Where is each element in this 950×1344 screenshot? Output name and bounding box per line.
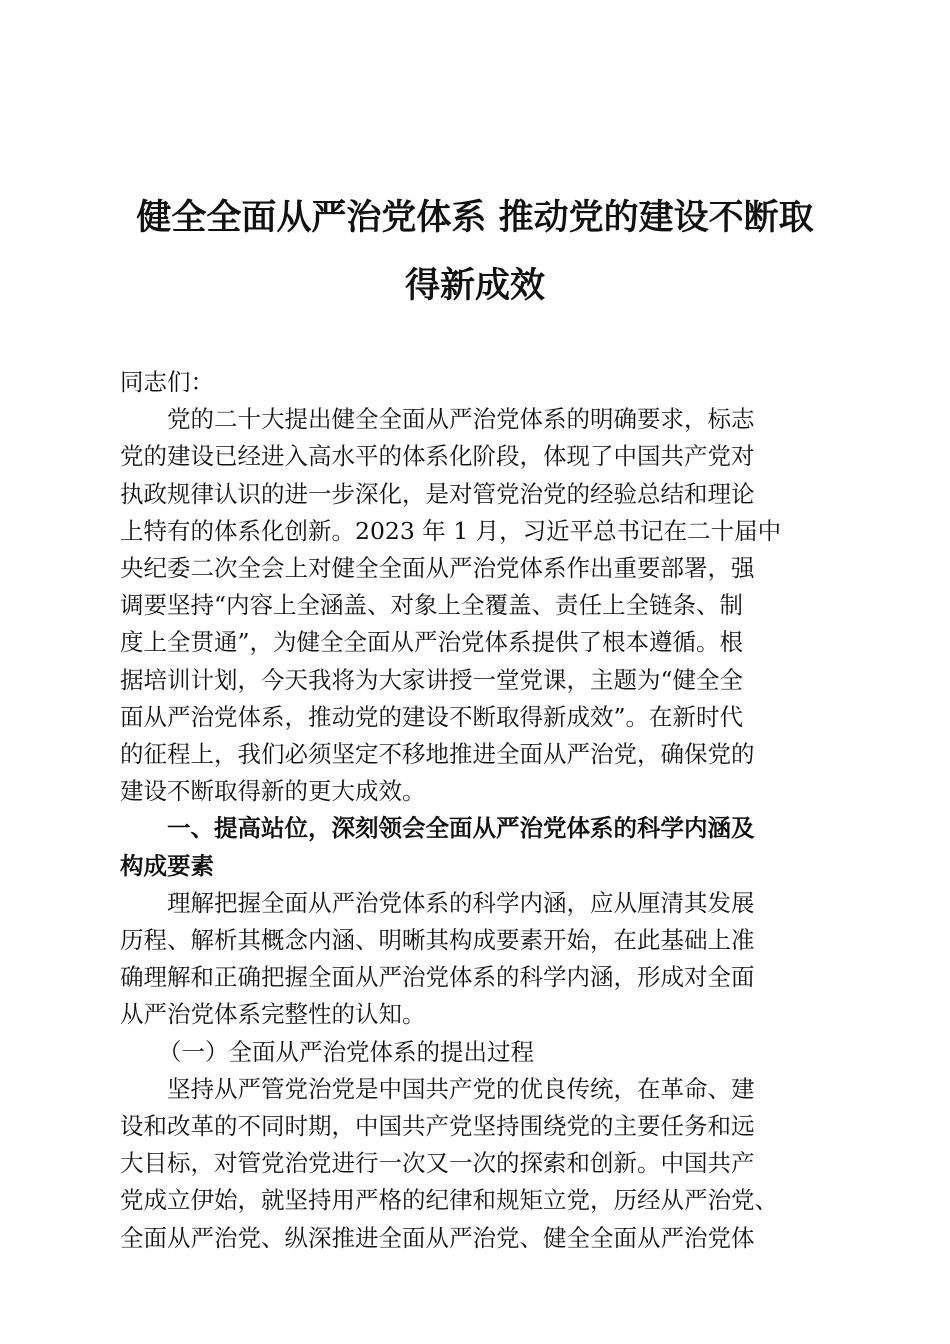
document-title-line-2: 得新成效: [404, 266, 545, 306]
text-line: 党成立伊始，就坚持用严格的纪律和规矩立党，历经从严治党、: [120, 1186, 778, 1215]
text-line: 执政规律认识的进一步深化，是对管党治党的经验总结和理论: [120, 479, 755, 508]
text-line: 党的二十大提出健全全面从严治党体系的明确要求，标志: [167, 405, 755, 434]
text-line: 坚持从严管党治党是中国共产党的优良传统，在革命、建: [167, 1074, 755, 1103]
text-line: 上特有的体系化创新。2023 年 1 月，习近平总书记在二十届中: [120, 516, 782, 545]
document-title-line-1: 健全全面从严治党体系 推动党的建设不断取: [136, 198, 814, 238]
subsection-heading-1: （一）全面从严治党体系的提出过程: [158, 1037, 534, 1066]
paragraph-section-1: [120, 885, 820, 1034]
text-line: 央纪委二次全会上对健全全面从严治党体系作出重要部署，强: [120, 554, 755, 583]
text-line: 党的建设已经进入高水平的体系化阶段，体现了中国共产党对: [120, 442, 755, 471]
text-line: 面从严治党体系，推动党的建设不断取得新成效”。在新时代: [120, 702, 744, 731]
text-line: 确理解和正确把握全面从严治党体系的科学内涵，形成对全面: [120, 963, 755, 992]
text-line: 的征程上，我们必须坚定不移地推进全面从严治党，确保党的: [120, 740, 755, 769]
text-line: 理解把握全面从严治党体系的科学内涵，应从厘清其发展: [167, 888, 755, 917]
text-line: 设和改革的不同时期，中国共产党坚持围绕党的主要任务和远: [120, 1112, 755, 1141]
text-line: 据培训计划，今天我将为大家讲授一堂党课，主题为“健全全: [120, 665, 744, 694]
text-line: 全面从严治党、纵深推进全面从严治党、健全全面从严治党体: [120, 1223, 755, 1252]
salutation: 同志们：: [120, 368, 214, 396]
section-heading-1: [120, 810, 820, 884]
heading-line: 一、提高站位，深刻领会全面从严治党体系的科学内涵及: [167, 814, 755, 843]
paragraph-subsection-1: [120, 1071, 820, 1257]
heading-line: 构成要素: [120, 851, 214, 880]
text-line: 调要坚持“内容上全涵盖、对象上全覆盖、责任上全链条、制: [120, 591, 744, 620]
text-line: 历程、解析其概念内涵、明晰其构成要素开始，在此基础上准: [120, 926, 755, 955]
text-line: 从严治党体系完整性的认知。: [120, 1000, 426, 1029]
text-line: 度上全贯通”，为健全全面从严治党体系提供了根本遵循。根: [120, 628, 744, 657]
text-line: 大目标，对管党治党进行一次又一次的探索和创新。中国共产: [120, 1149, 755, 1178]
text-line: 建设不断取得新的更大成效。: [120, 777, 426, 806]
paragraph-intro: [120, 401, 820, 810]
document-body: [120, 364, 820, 1257]
